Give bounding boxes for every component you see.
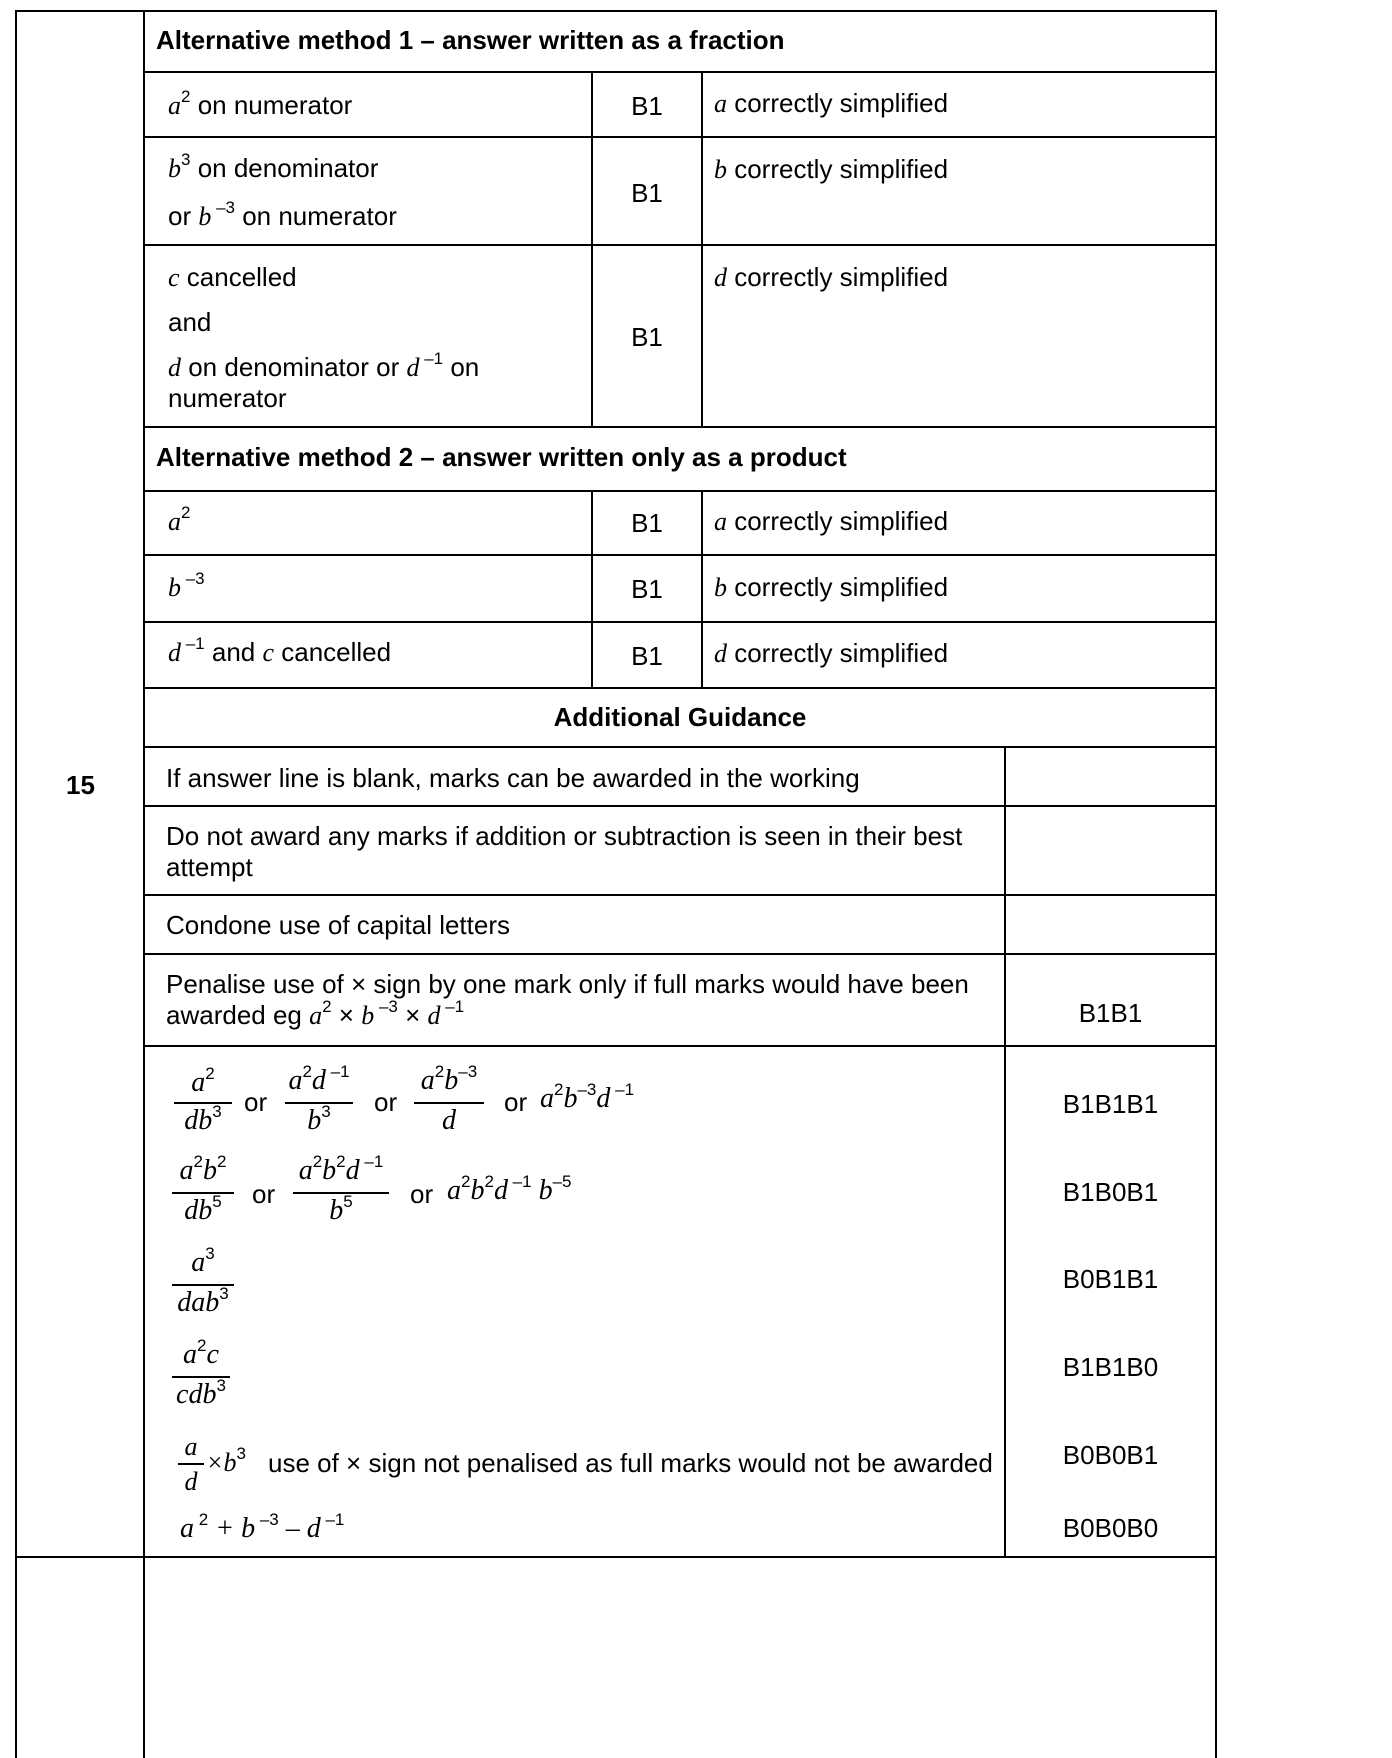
alt1-row1-mark: B1	[631, 91, 663, 121]
guidance-row2-line1: Do not award any marks if addition or subtraction is seen in their best	[166, 821, 963, 851]
guidance-row1: If answer line is blank, marks can be awarded in the working	[166, 763, 860, 793]
alt2-row1-answer: $a^2$	[168, 503, 191, 536]
alt1-row1-answer: $a^2$ on numerator	[168, 87, 353, 120]
alt2-row3-mark: B1	[631, 641, 663, 671]
example3-mark: B0B1B1	[1062, 1264, 1159, 1294]
example6-mark: B0B0B0	[1062, 1513, 1159, 1543]
alt1-row2-answer: $b^3$ on denominator	[168, 150, 379, 183]
example5-mark: B0B0B1	[1062, 1440, 1159, 1470]
example6-expression: a $^2$ + b $^{-3}$ – d $^{-1}$	[180, 1509, 345, 1544]
alt2-row3-note: d correctly simplified	[714, 638, 949, 668]
guidance-row4-mark: B1B1	[1078, 998, 1143, 1028]
alt1-row1-note: a correctly simplified	[714, 88, 949, 118]
example2-mark: B1B0B1	[1062, 1177, 1159, 1207]
alt2-row2-note: b correctly simplified	[714, 572, 949, 602]
or-label: or	[504, 1087, 528, 1117]
example4-mark: B1B1B0	[1062, 1352, 1159, 1382]
or-label: or	[410, 1179, 434, 1209]
or-label: or	[244, 1087, 268, 1117]
alt1-row2-mark: B1	[631, 178, 663, 208]
guidance-heading: Additional Guidance	[553, 702, 807, 732]
alt1-row2-answer-alt: or b $^{-3}$ on numerator	[168, 198, 397, 231]
alt1-heading: Alternative method 1 – answer written as a fraction	[156, 25, 785, 55]
alt2-row2-answer: b $^{-3}$	[168, 569, 205, 602]
guidance-row4-line1: Penalise use of × sign by one mark only if full marks would have been	[166, 969, 969, 999]
guidance-row3: Condone use of capital letters	[166, 910, 510, 940]
question-number: 15	[66, 770, 95, 800]
alt1-row3-note: d correctly simplified	[714, 262, 949, 292]
alt1-row3-answer: c cancelled	[168, 262, 297, 292]
or-label: or	[252, 1179, 276, 1209]
guidance-row4-line2: awarded eg $a^2 \times b$ $^{-3}$ × d $^{-1}$	[166, 997, 465, 1030]
or-label: or	[374, 1087, 398, 1117]
alt2-heading: Alternative method 2 – answer written only as a product	[156, 442, 847, 472]
alt2-row3-answer: d $^{-1}$ and c cancelled	[168, 634, 392, 667]
alt1-row3-mark: B1	[631, 322, 663, 352]
alt2-row2-mark: B1	[631, 574, 663, 604]
example1-mark: B1B1B1	[1062, 1089, 1159, 1119]
alt1-row2-note: b correctly simplified	[714, 154, 949, 184]
alt2-row1-note: a correctly simplified	[714, 506, 949, 536]
alt2-row1-mark: B1	[631, 508, 663, 538]
alt1-row3-and: and	[168, 307, 212, 337]
guidance-row2-line2: attempt	[166, 852, 253, 882]
example5-note: use of × sign not penalised as full marks would not be awarded	[268, 1448, 993, 1478]
alt1-row3-answer-d: d on denominator or d $^{-1}$ on	[168, 349, 480, 382]
alt1-row3-answer-line2: numerator	[168, 383, 287, 413]
